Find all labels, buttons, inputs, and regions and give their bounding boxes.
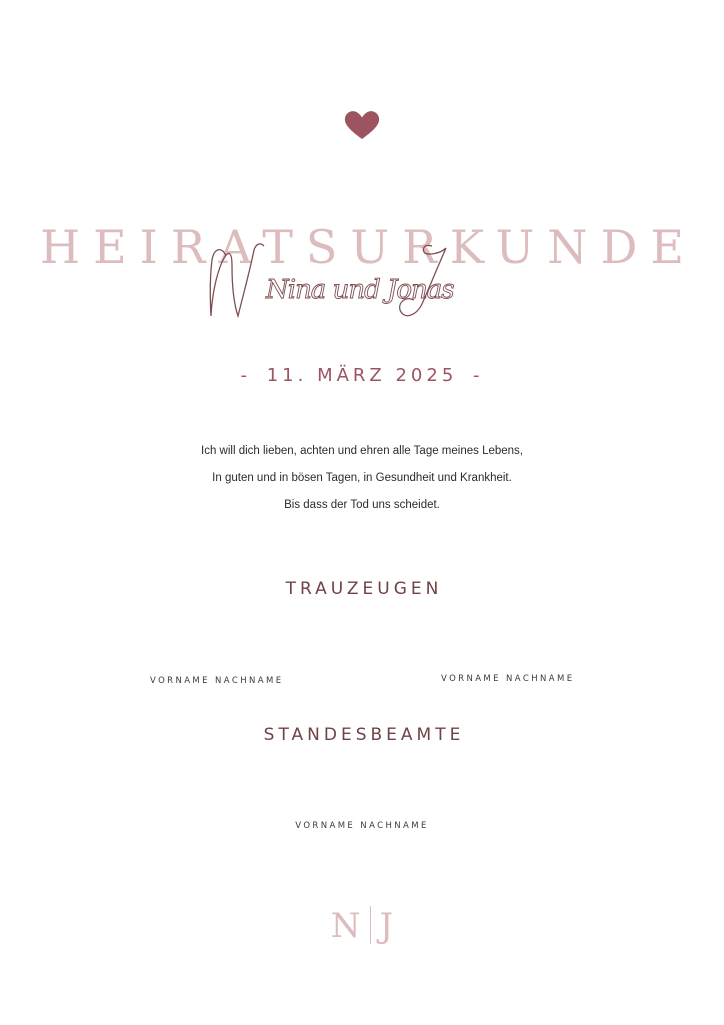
date-dash-left: -: [240, 365, 251, 386]
couple-names-text: Nina und Jonas: [266, 275, 454, 305]
heart-icon: [344, 110, 380, 140]
date-dash-right: -: [473, 365, 484, 386]
monogram-right-initial: J: [379, 906, 394, 946]
vow-line-2: In guten und in bösen Tagen, in Gesundheit und Krankheit.: [212, 472, 512, 484]
witness-left-name: VORNAME NACHNAME: [150, 676, 284, 686]
monogram-divider: [370, 906, 371, 944]
document-title: HEIRATSURKUNDE: [39, 220, 697, 274]
registrar-name: VORNAME NACHNAME: [295, 821, 429, 831]
date-text: 11. MÄRZ 2025: [266, 365, 458, 386]
couple-names-script: [200, 236, 530, 328]
monogram-left-initial: N: [330, 906, 361, 946]
vow-line-3: Bis dass der Tod uns scheidet.: [284, 499, 440, 511]
registrar-heading: STANDESBEAMTE: [263, 725, 465, 745]
vow-line-1: Ich will dich lieben, achten und ehren alle Tage meines Lebens,: [201, 445, 523, 457]
witnesses-heading: TRAUZEUGEN: [285, 579, 443, 599]
wedding-date: [0, 364, 724, 388]
monogram: [0, 904, 724, 948]
witness-right-name: VORNAME NACHNAME: [441, 674, 575, 684]
